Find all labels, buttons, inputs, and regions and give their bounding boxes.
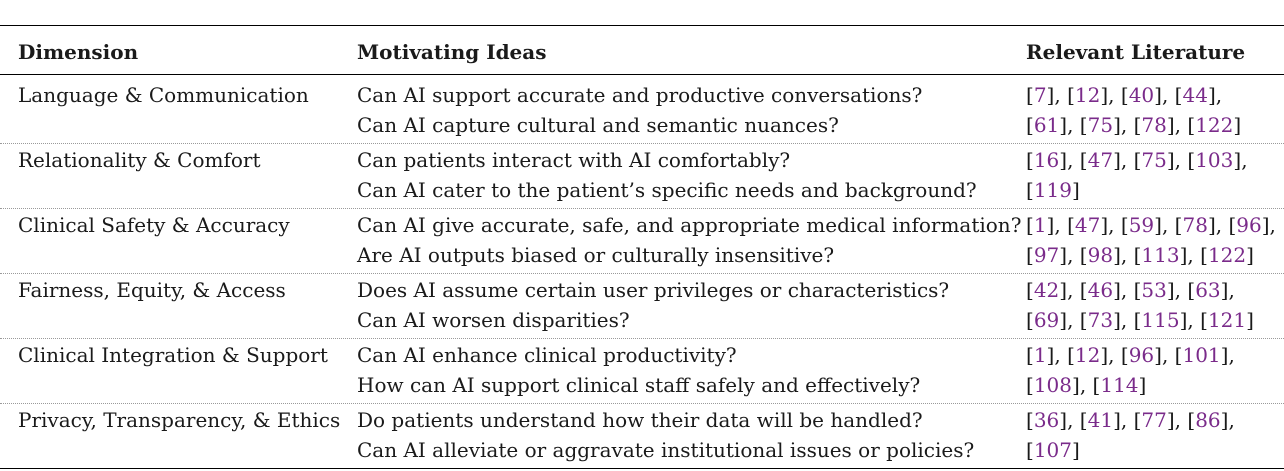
- citation-link[interactable]: 122: [1195, 113, 1234, 137]
- header-motivating-ideas: Motivating Ideas: [357, 40, 547, 64]
- citation-line: [1026, 340, 1235, 370]
- separator: ,: [1187, 243, 1201, 267]
- bracket: [: [1133, 243, 1142, 267]
- bracket: ]: [1179, 243, 1188, 267]
- citation-link[interactable]: 107: [1033, 438, 1072, 462]
- citation-link[interactable]: 75: [1141, 148, 1167, 172]
- dimension-cell: Clinical Safety & Accuracy: [18, 213, 290, 237]
- bracket: ]: [1046, 343, 1055, 367]
- separator: ,: [1187, 308, 1201, 332]
- citation-line: [1026, 370, 1146, 400]
- bracket: [: [1067, 343, 1075, 367]
- separator: ,: [1067, 113, 1080, 137]
- separator: ,: [1228, 408, 1235, 432]
- separator: ,: [1174, 148, 1188, 172]
- bracket: ]: [1072, 438, 1080, 462]
- citation-link[interactable]: 73: [1087, 308, 1114, 332]
- citation-link[interactable]: 16: [1033, 148, 1060, 172]
- bracket: [: [1026, 408, 1034, 432]
- bracket: [: [1079, 408, 1088, 432]
- bracket: ]: [1113, 148, 1121, 172]
- separator: ,: [1174, 408, 1188, 432]
- bracket: ]: [1154, 83, 1162, 107]
- citation-link[interactable]: 12: [1074, 83, 1101, 107]
- motivating-idea: Can AI cater to the patient’s specific needs and background?: [357, 178, 977, 202]
- citation-link[interactable]: 115: [1141, 308, 1180, 332]
- citation-link[interactable]: 12: [1074, 343, 1101, 367]
- citation-link[interactable]: 103: [1195, 148, 1234, 172]
- separator: ,: [1215, 213, 1229, 237]
- citation-link[interactable]: 78: [1141, 113, 1167, 137]
- bracket: ]: [1166, 148, 1175, 172]
- citation-link[interactable]: 97: [1033, 243, 1060, 267]
- bracket: [: [1079, 113, 1088, 137]
- bracket: ]: [1166, 278, 1175, 302]
- motivating-idea: Can patients interact with AI comfortably?: [357, 148, 791, 172]
- bracket: ]: [1046, 213, 1055, 237]
- separator: ,: [1054, 343, 1068, 367]
- motivating-idea: Can AI enhance clinical productivity?: [357, 343, 737, 367]
- row-divider: [0, 273, 1284, 274]
- citation-link[interactable]: 46: [1087, 278, 1114, 302]
- separator: ,: [1120, 243, 1134, 267]
- bracket: [: [1079, 278, 1088, 302]
- bracket: [: [1092, 373, 1101, 397]
- separator: ,: [1174, 113, 1188, 137]
- bracket: ]: [1059, 408, 1068, 432]
- citation-link[interactable]: 44: [1182, 83, 1208, 107]
- citation-link[interactable]: 86: [1195, 408, 1221, 432]
- separator: ,: [1067, 408, 1080, 432]
- motivating-idea: Are AI outputs biased or culturally insensitive?: [357, 243, 835, 267]
- separator: ,: [1120, 308, 1134, 332]
- separator: ,: [1108, 83, 1121, 107]
- separator: ,: [1161, 83, 1175, 107]
- bracket: ]: [1059, 243, 1068, 267]
- bracket: [: [1133, 148, 1142, 172]
- citation-link[interactable]: 122: [1207, 243, 1247, 267]
- citation-link[interactable]: 96: [1236, 213, 1262, 237]
- bracket: [: [1174, 83, 1183, 107]
- motivating-idea: Can AI capture cultural and semantic nuances?: [357, 113, 839, 137]
- bracket: ]: [1100, 213, 1109, 237]
- citation-link[interactable]: 1: [1033, 343, 1047, 367]
- bracket: ]: [1220, 278, 1229, 302]
- citation-link[interactable]: 78: [1182, 213, 1208, 237]
- bracket: ]: [1100, 343, 1109, 367]
- top-rule: [0, 25, 1284, 26]
- separator: ,: [1241, 148, 1248, 172]
- bracket: ]: [1220, 408, 1229, 432]
- citation-link[interactable]: 40: [1128, 83, 1155, 107]
- motivating-idea: Can AI worsen disparities?: [357, 308, 630, 332]
- citation-link[interactable]: 75: [1087, 113, 1114, 137]
- bracket: [: [1120, 83, 1129, 107]
- motivating-idea: Can AI give accurate, safe, and appropriate medical information?: [357, 213, 1022, 237]
- separator: ,: [1054, 213, 1068, 237]
- table-row: [0, 405, 1284, 470]
- bracket: ]: [1113, 408, 1121, 432]
- bracket: [: [1174, 343, 1183, 367]
- dimension-cell: Fairness, Equity, & Access: [18, 278, 286, 302]
- bracket: ]: [1113, 113, 1121, 137]
- separator: ,: [1108, 343, 1121, 367]
- citation-line: [1026, 80, 1222, 110]
- bracket: [: [1133, 278, 1142, 302]
- separator: ,: [1161, 213, 1175, 237]
- bracket: [: [1067, 83, 1075, 107]
- bracket: ]: [1207, 213, 1216, 237]
- bracket: [: [1079, 243, 1088, 267]
- citation-link[interactable]: 96: [1128, 343, 1155, 367]
- citation-link[interactable]: 77: [1141, 408, 1167, 432]
- bracket: [: [1026, 178, 1034, 202]
- bracket: ]: [1233, 113, 1242, 137]
- row-divider: [0, 208, 1284, 209]
- table-row: [0, 275, 1284, 340]
- bracket: [: [1067, 213, 1075, 237]
- separator: ,: [1120, 408, 1134, 432]
- separator: ,: [1120, 278, 1134, 302]
- citation-line: [1026, 240, 1254, 270]
- table-row: [0, 210, 1284, 275]
- citation-link[interactable]: 98: [1087, 243, 1114, 267]
- citation-link[interactable]: 41: [1087, 408, 1114, 432]
- citation-line: [1026, 435, 1080, 465]
- separator: ,: [1067, 148, 1080, 172]
- motivating-idea: Can AI support accurate and productive conversations?: [357, 83, 923, 107]
- bracket: ]: [1233, 148, 1242, 172]
- citation-link[interactable]: 108: [1033, 373, 1072, 397]
- bracket: [: [1187, 278, 1196, 302]
- citation-link[interactable]: 101: [1182, 343, 1221, 367]
- citation-link[interactable]: 53: [1141, 278, 1167, 302]
- citation-link[interactable]: 36: [1033, 408, 1060, 432]
- bracket: ]: [1166, 408, 1175, 432]
- bracket: ]: [1113, 308, 1121, 332]
- motivating-idea: Do patients understand how their data will be handled?: [357, 408, 923, 432]
- bracket: ]: [1138, 373, 1147, 397]
- bracket: ]: [1166, 113, 1175, 137]
- bracket: [: [1187, 148, 1196, 172]
- citation-line: [1026, 210, 1276, 240]
- separator: ,: [1120, 148, 1134, 172]
- bracket: [: [1026, 243, 1034, 267]
- bracket: [: [1133, 113, 1142, 137]
- separator: ,: [1067, 278, 1080, 302]
- bracket: [: [1026, 83, 1034, 107]
- citation-line: [1026, 145, 1248, 175]
- separator: ,: [1120, 113, 1134, 137]
- bracket: ]: [1261, 213, 1270, 237]
- separator: ,: [1054, 83, 1068, 107]
- bracket: ]: [1207, 83, 1216, 107]
- citation-line: [1026, 275, 1235, 305]
- citation-link[interactable]: 113: [1141, 243, 1180, 267]
- dimension-cell: Relationality & Comfort: [18, 148, 261, 172]
- bracket: ]: [1059, 308, 1068, 332]
- bracket: ]: [1154, 343, 1162, 367]
- bracket: [: [1026, 213, 1034, 237]
- separator: ,: [1161, 343, 1175, 367]
- separator: ,: [1079, 373, 1093, 397]
- separator: ,: [1228, 343, 1235, 367]
- citation-line: [1026, 110, 1241, 140]
- citation-link[interactable]: 59: [1128, 213, 1155, 237]
- dimension-cell: Language & Communication: [18, 83, 309, 107]
- separator: ,: [1228, 278, 1235, 302]
- motivating-idea: Can AI alleviate or aggravate institutional issues or policies?: [357, 438, 975, 462]
- separator: ,: [1067, 308, 1080, 332]
- bracket: [: [1026, 343, 1034, 367]
- bracket: [: [1133, 308, 1142, 332]
- bracket: [: [1026, 278, 1034, 302]
- bracket: [: [1200, 243, 1208, 267]
- separator: ,: [1108, 213, 1121, 237]
- bracket: [: [1079, 308, 1088, 332]
- bracket: ]: [1059, 148, 1068, 172]
- table-row: [0, 340, 1284, 405]
- bracket: ]: [1220, 343, 1229, 367]
- header-relevant-literature: Relevant Literature: [1026, 40, 1246, 64]
- bracket: [: [1026, 308, 1034, 332]
- citation-link[interactable]: 69: [1033, 308, 1060, 332]
- table-row: [0, 145, 1284, 210]
- bracket: [: [1026, 113, 1034, 137]
- bracket: [: [1079, 148, 1088, 172]
- dimension-cell: Privacy, Transparency, & Ethics: [18, 408, 341, 432]
- bracket: [: [1228, 213, 1237, 237]
- bracket: ]: [1113, 278, 1121, 302]
- bracket: ]: [1072, 373, 1080, 397]
- separator: ,: [1269, 213, 1276, 237]
- citation-link[interactable]: 7: [1033, 83, 1047, 107]
- motivating-idea: Does AI assume certain user privileges or characteristics?: [357, 278, 950, 302]
- header-dimension: Dimension: [18, 40, 139, 64]
- citation-link[interactable]: 1: [1033, 213, 1047, 237]
- table-row: [0, 80, 1284, 145]
- row-divider: [0, 143, 1284, 144]
- bottom-rule: [0, 468, 1284, 469]
- bracket: [: [1200, 308, 1208, 332]
- bracket: ]: [1179, 308, 1188, 332]
- citation-link[interactable]: 114: [1100, 373, 1139, 397]
- bracket: ]: [1246, 243, 1254, 267]
- citation-line: [1026, 405, 1235, 435]
- bracket: ]: [1154, 213, 1162, 237]
- row-divider: [0, 403, 1284, 404]
- bracket: [: [1026, 148, 1034, 172]
- citation-link[interactable]: 42: [1033, 278, 1060, 302]
- bracket: [: [1174, 213, 1183, 237]
- citation-link[interactable]: 47: [1087, 148, 1114, 172]
- bracket: ]: [1059, 278, 1068, 302]
- dimension-cell: Clinical Integration & Support: [18, 343, 328, 367]
- bracket: [: [1120, 343, 1129, 367]
- bracket: ]: [1072, 178, 1080, 202]
- header-rule: [0, 74, 1284, 75]
- citation-line: [1026, 175, 1080, 205]
- bracket: [: [1133, 408, 1142, 432]
- motivating-idea: How can AI support clinical staff safely and effectively?: [357, 373, 921, 397]
- bracket: [: [1026, 438, 1034, 462]
- separator: ,: [1067, 243, 1080, 267]
- bracket: [: [1026, 373, 1034, 397]
- row-divider: [0, 338, 1284, 339]
- bracket: [: [1120, 213, 1129, 237]
- bracket: ]: [1100, 83, 1109, 107]
- citation-line: [1026, 305, 1254, 335]
- bracket: ]: [1113, 243, 1121, 267]
- separator: ,: [1174, 278, 1188, 302]
- bracket: ]: [1246, 308, 1254, 332]
- citation-link[interactable]: 61: [1033, 113, 1060, 137]
- bracket: ]: [1046, 83, 1055, 107]
- citation-link[interactable]: 121: [1207, 308, 1247, 332]
- citation-link[interactable]: 47: [1074, 213, 1101, 237]
- bracket: [: [1187, 408, 1196, 432]
- bracket: [: [1187, 113, 1196, 137]
- separator: ,: [1215, 83, 1223, 107]
- citation-link[interactable]: 63: [1195, 278, 1221, 302]
- citation-link[interactable]: 119: [1033, 178, 1072, 202]
- bracket: ]: [1059, 113, 1068, 137]
